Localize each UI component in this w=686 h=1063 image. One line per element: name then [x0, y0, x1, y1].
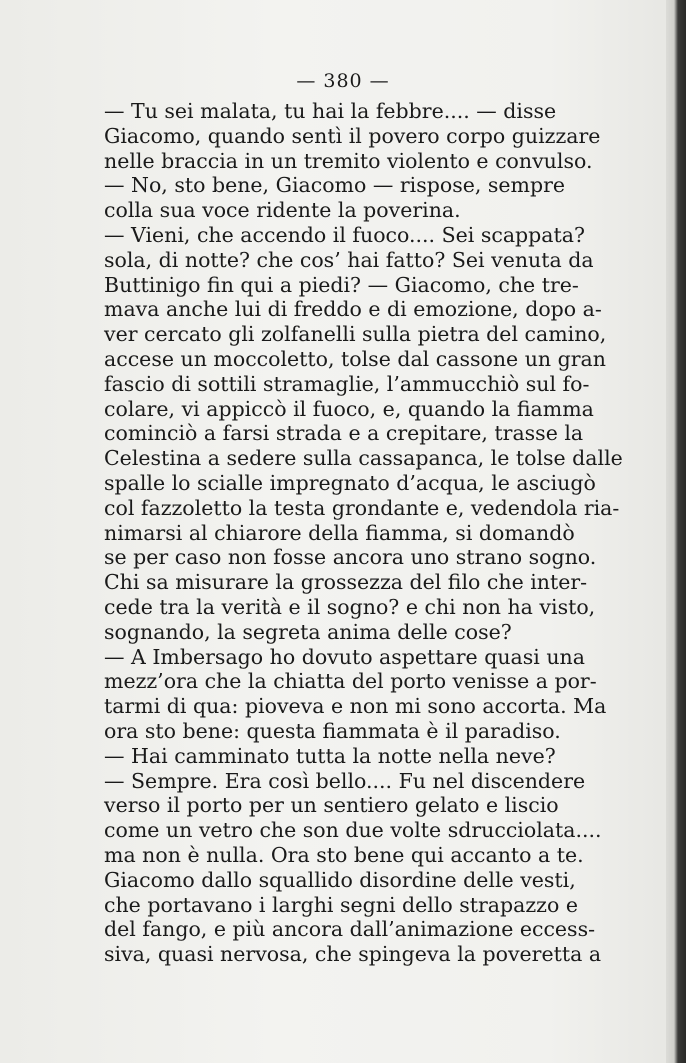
text-line: ma non è nulla. Ora sto bene qui accanto a te.	[104, 842, 584, 867]
text-line: cominciò a farsi strada e a crepitare, trasse la	[104, 421, 584, 446]
text-line: mezz’ora che la chiatta del porto venisse a por-	[104, 669, 597, 694]
text-line: col fazzoletto la testa grondante e, vedendola ria-	[104, 495, 620, 520]
text-line: verso il porto per un sentiero gelato e liscio	[104, 793, 559, 818]
text-line: — Tu sei malata, tu hai la febbre.... — disse	[104, 99, 557, 123]
text-line: accese un moccoletto, tolse dal cassone un gran	[104, 346, 606, 371]
text-line: Chi sa misurare la grossezza del filo che inter-	[104, 570, 588, 595]
text-line: del fango, e più ancora dall’animazione eccess-	[104, 917, 596, 942]
text-line: Giacomo dallo squallido disordine delle vesti,	[104, 867, 576, 892]
text-line: colla sua voce ridente la poverina.	[104, 198, 461, 223]
book-spine-edge	[666, 0, 686, 1063]
text-line: ver cercato gli zolfanelli sulla pietra del camino,	[104, 322, 607, 347]
text-line: — No, sto bene, Giacomo — rispose, sempre	[104, 173, 566, 198]
body-text	[104, 99, 623, 967]
text-line: nelle braccia in un tremito violento e convulso.	[104, 148, 593, 173]
text-line: — A Imbersago ho dovuto aspettare quasi una	[104, 644, 585, 669]
text-line: se per caso non fosse ancora uno strano sogno.	[104, 545, 597, 570]
text-line: fascio di sottili stramaglie, l’ammucchiò sul fo-	[104, 371, 590, 396]
text-line: tarmi di qua: pioveva e non mi sono accorta. Ma	[104, 694, 607, 719]
text-line: cede tra la verità e il sogno? e chi non ha visto,	[104, 594, 596, 619]
text-line: spalle lo scialle impregnato d’acqua, le asciugò	[104, 470, 596, 495]
text-line: ora sto bene: questa fiammata è il paradiso.	[104, 718, 561, 743]
text-line: Giacomo, quando sentì il povero corpo guizzare	[104, 123, 601, 148]
text-line: come un vetro che son due volte sdrucciolata....	[104, 818, 602, 843]
text-line: colare, vi appiccò il fuoco, e, quando la fiamma	[104, 396, 594, 421]
text-line: Celestina a sedere sulla cassapanca, le tolse dalle	[104, 446, 623, 471]
text-line: — Vieni, che accendo il fuoco.... Sei scappata?	[104, 222, 585, 247]
text-line: sognando, la segreta anima delle cose?	[104, 619, 512, 644]
page-number: — 380 —	[296, 70, 390, 92]
text-line: siva, quasi nervosa, che spingeva la poveretta a	[104, 942, 602, 967]
text-line: nimarsi al chiarore della fiamma, si domandò	[104, 520, 575, 545]
text-line: Buttinigo fin qui a piedi? — Giacomo, che tre-	[104, 272, 579, 297]
text-line: che portavano i larghi segni dello strapazzo e	[104, 892, 578, 917]
text-line: mava anche lui di freddo e di emozione, dopo a-	[104, 297, 602, 322]
text-line: sola, di notte? che cos’ hai fatto? Sei venuta da	[104, 247, 594, 272]
text-line: — Hai camminato tutta la notte nella neve?	[104, 743, 556, 768]
text-line: — Sempre. Era così bello.... Fu nel discendere	[104, 768, 586, 793]
